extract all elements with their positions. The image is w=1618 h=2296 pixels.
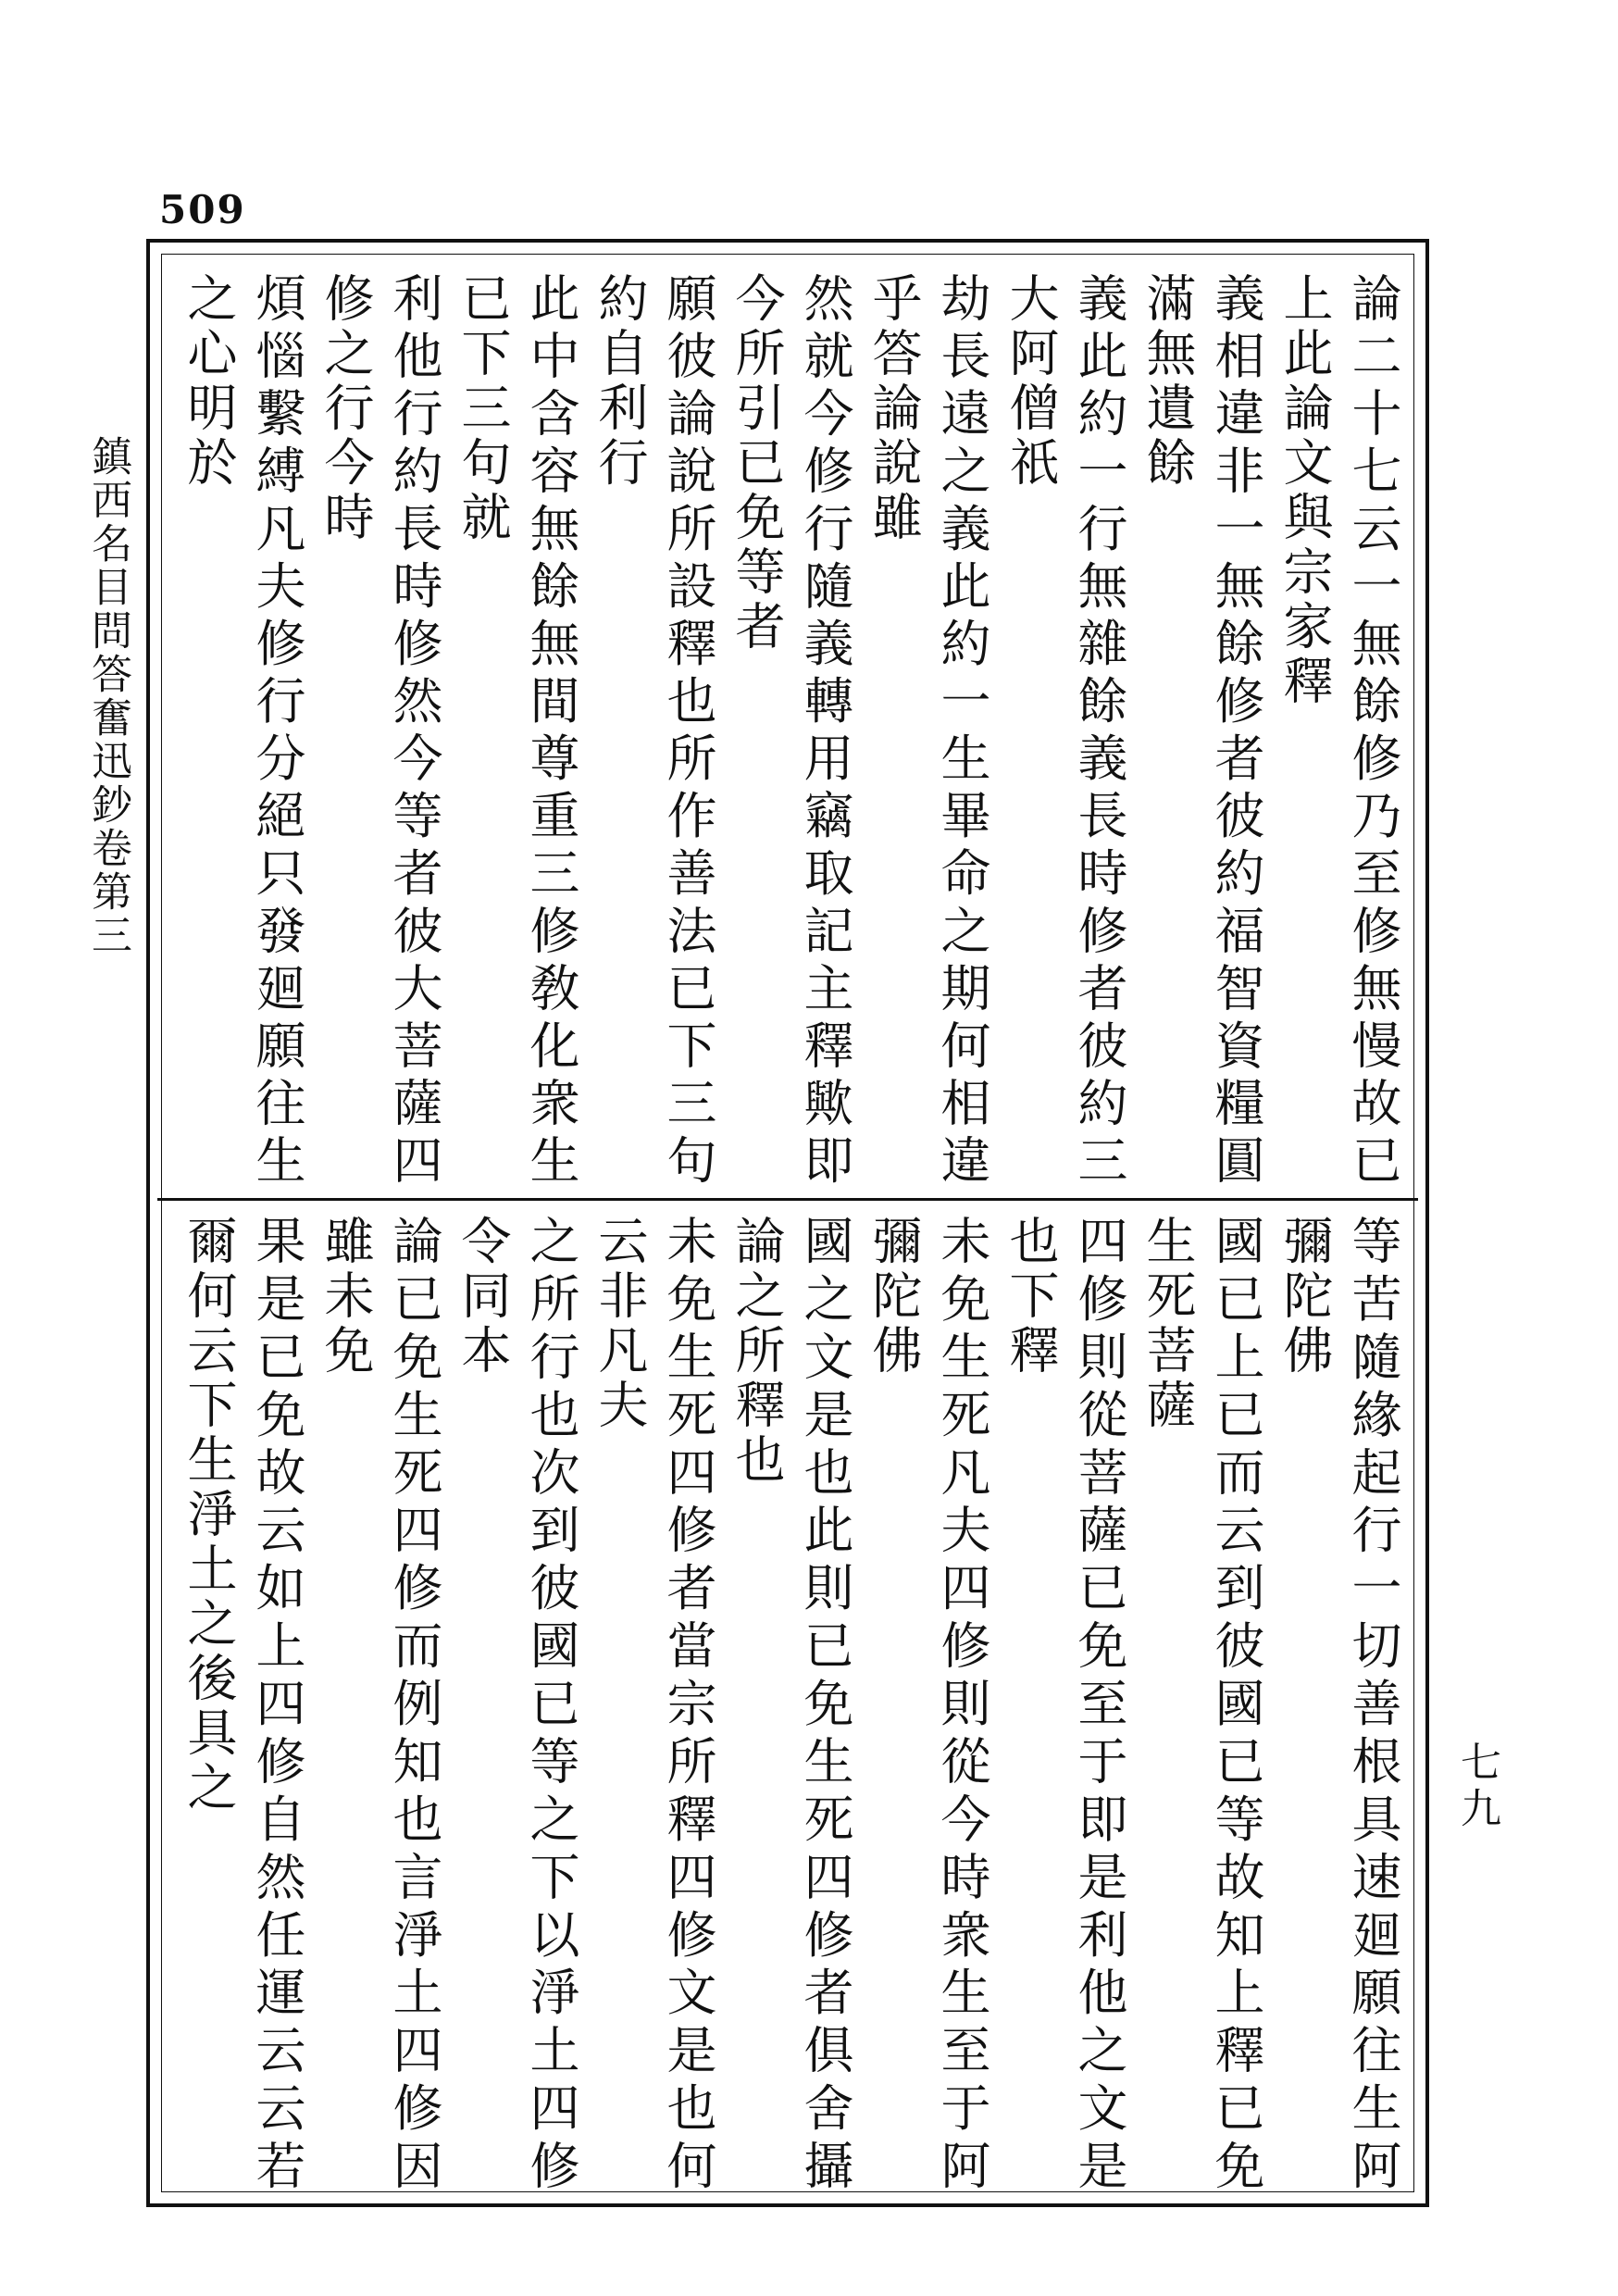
text-column: 等苦隨緣起行一切善根具速廻願往生阿彌陀佛 bbox=[1276, 1215, 1402, 2194]
text-column bbox=[168, 1215, 174, 2194]
running-head: 鎮西名目問答奮迅鈔卷第三 bbox=[84, 435, 131, 957]
text-column: 義相違非一無餘修者彼約福智資糧圓滿無遺餘 bbox=[1139, 272, 1265, 1189]
folio-number: 七九 bbox=[1453, 1741, 1500, 1833]
text-column: 國之文是也此則已免生死四修者俱舍攝論之所釋也 bbox=[728, 1215, 854, 2194]
register-divider bbox=[157, 1198, 1418, 1201]
text-column: 劫長遠之義此約一生畢命之期何相違乎答論說雖 bbox=[865, 272, 991, 1189]
text-column: 未免生死凡夫四修則從今時衆生至于阿彌陀佛 bbox=[865, 1215, 991, 2194]
text-column: 果是已免故云如上四修自然任運云云若爾何云下生淨土之後具之 bbox=[180, 1215, 306, 2194]
page-number: 509 bbox=[159, 187, 246, 232]
lower-register bbox=[168, 1215, 1407, 2194]
text-column: 四修則從菩薩已免至于即是利他之文是也下釋 bbox=[1002, 1215, 1128, 2194]
text-column: 煩惱繫縛凡夫修行分絕只發廻願往生之心明於 bbox=[180, 272, 306, 1189]
text-column: 論二十七云一無餘修乃至修無慢故已上此論文與宗家釋 bbox=[1276, 272, 1402, 1189]
text-column: 義此約一行無雜餘義長時修者彼約三大阿僧祇 bbox=[1002, 272, 1128, 1189]
text-column: 國已上已而云到彼國已等故知上釋已免生死菩薩 bbox=[1139, 1215, 1265, 2194]
text-column bbox=[168, 272, 174, 1189]
upper-register bbox=[168, 272, 1407, 1189]
text-column: 未免生死四修者當宗所釋四修文是也何云非凡夫 bbox=[591, 1215, 717, 2194]
text-column: 之所行也次到彼國已等之下以淨土四修令同本 bbox=[454, 1215, 580, 2194]
text-column: 然就今修行隨義轉用竊取記主釋歟即今所引已免等者 bbox=[728, 272, 854, 1189]
text-column: 利他行約長時修然今等者彼大菩薩四修之行今時 bbox=[317, 272, 443, 1189]
text-column: 論已免生死四修而例知也言淨土四修因雖未免 bbox=[317, 1215, 443, 2194]
text-column: 願彼論說所設釋也所作善法已下三句約自利行 bbox=[591, 272, 717, 1189]
text-column: 此中含容無餘無間尊重三修敎化衆生已下三句就 bbox=[454, 272, 580, 1189]
